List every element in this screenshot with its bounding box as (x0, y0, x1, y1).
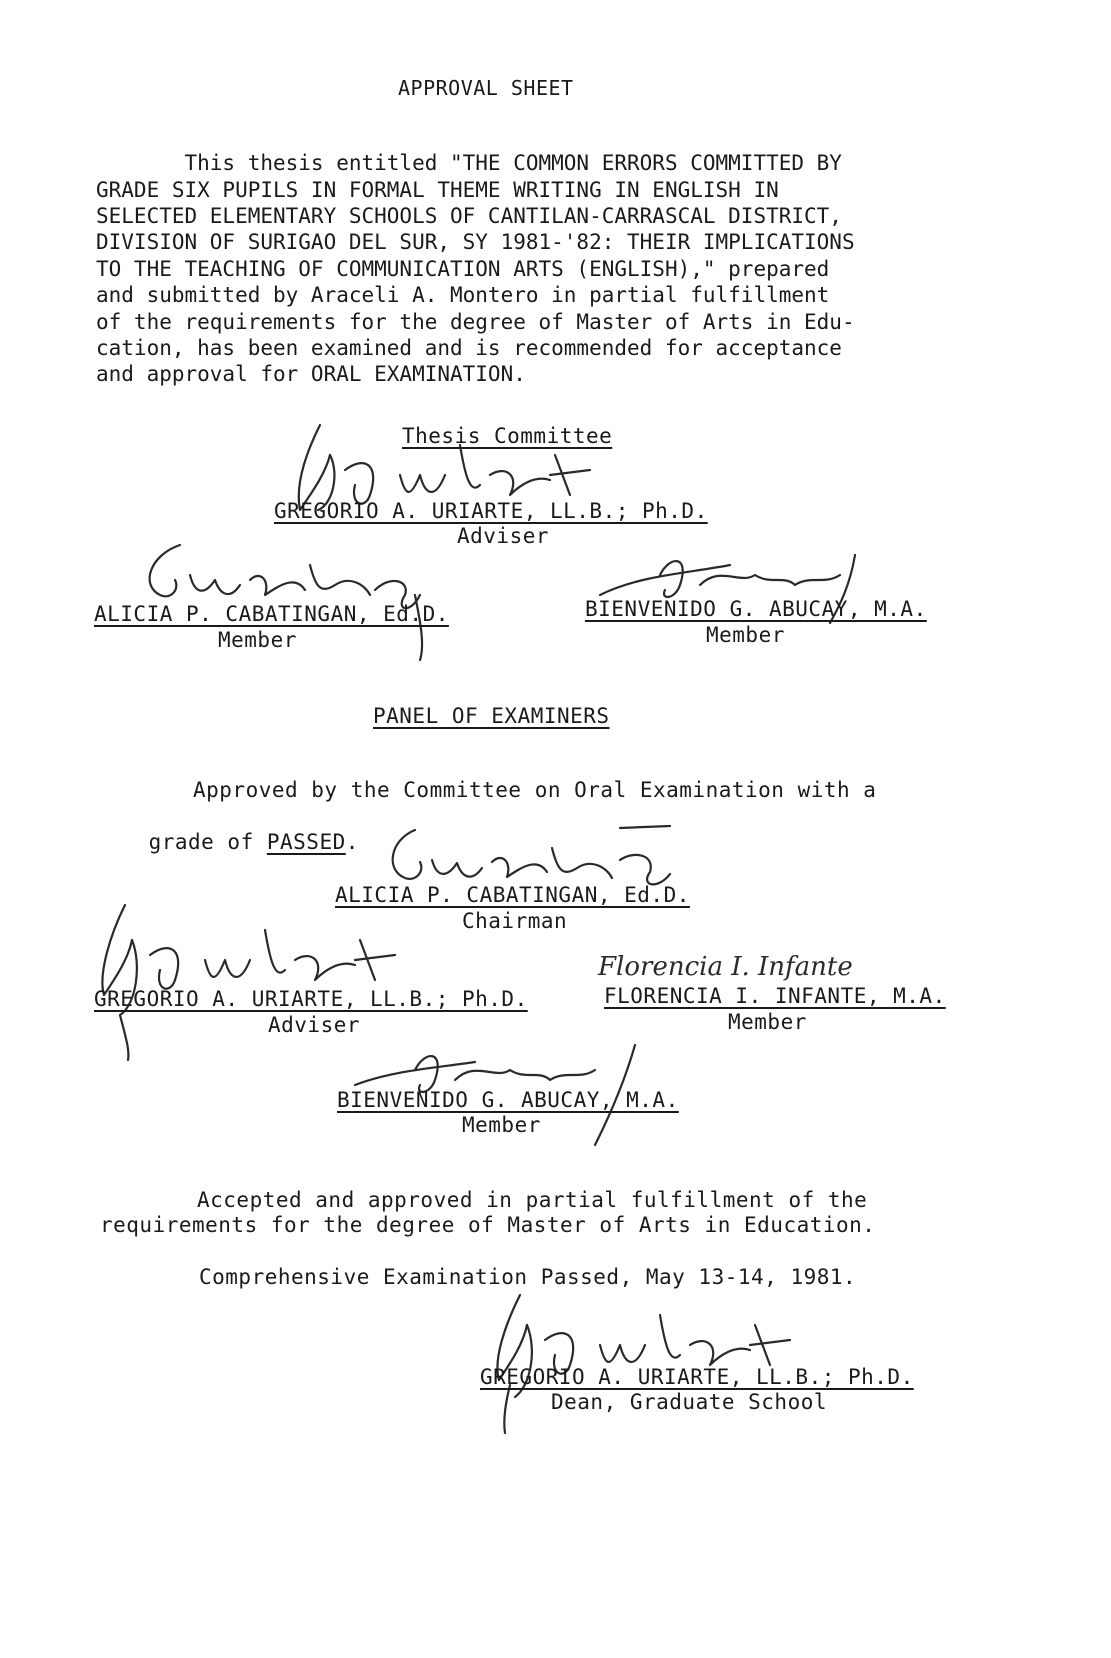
page-title: APPROVAL SHEET (398, 76, 574, 100)
committee-member2-role: Member (706, 623, 785, 647)
panel-member1-name: FLORENCIA I. INFANTE, M.A. (604, 984, 946, 1008)
grade-suffix: . (345, 830, 359, 854)
panel-grade-line (96, 806, 359, 878)
panel-approval-line: Approved by the Committee on Oral Examination with a (193, 778, 877, 802)
thesis-committee-heading: Thesis Committee (402, 424, 613, 448)
comprehensive-exam-line: Comprehensive Examination Passed, May 13-14, 1981. (199, 1265, 857, 1289)
infante-signature: Florencia I. Infante (598, 952, 853, 982)
paragraph-line: This thesis entitled "THE COMMON ERRORS COMMITTED BY (96, 151, 842, 175)
panel-member2-role: Member (462, 1113, 541, 1137)
panel-adviser-name: GREGORIO A. URIARTE, LL.B.; Ph.D. (94, 987, 528, 1011)
committee-member2-name: BIENVENIDO G. ABUCAY, M.A. (585, 597, 927, 621)
paragraph-line: GRADE SIX PUPILS IN FORMAL THEME WRITING IN ENGLISH IN (96, 178, 779, 202)
committee-adviser-role: Adviser (457, 524, 550, 548)
grade-prefix: grade of (148, 830, 267, 854)
panel-member2-name: BIENVENIDO G. ABUCAY, M.A. (337, 1088, 679, 1112)
dean-role: Dean, Graduate School (551, 1390, 828, 1414)
panel-adviser-role: Adviser (268, 1013, 361, 1037)
paragraph-line: and submitted by Araceli A. Montero in partial fulfillment (96, 283, 830, 307)
paragraph-line: cation, has been examined and is recommended for acceptance (96, 336, 842, 360)
panel-chairman-role: Chairman (462, 909, 568, 933)
paragraph-line: DIVISION OF SURIGAO DEL SUR, SY 1981-'82: THEIR IMPLICATIONS (96, 230, 855, 254)
panel-chairman-name: ALICIA P. CABATINGAN, Ed.D. (335, 883, 690, 907)
panel-heading: PANEL OF EXAMINERS (373, 704, 610, 728)
committee-member1-role: Member (218, 628, 297, 652)
acceptance-line: requirements for the degree of Master of Arts in Education. (100, 1213, 876, 1237)
paragraph-line: of the requirements for the degree of Master of Arts in Edu- (96, 310, 855, 334)
acceptance-line: Accepted and approved in partial fulfillment of the (197, 1188, 868, 1212)
panel-member1-role: Member (728, 1010, 807, 1034)
committee-member1-name: ALICIA P. CABATINGAN, Ed.D. (94, 602, 449, 626)
committee-adviser-name: GREGORIO A. URIARTE, LL.B.; Ph.D. (274, 499, 708, 523)
grade-value: PASSED (266, 830, 346, 854)
dean-name: GREGORIO A. URIARTE, LL.B.; Ph.D. (480, 1365, 914, 1389)
paragraph-line: SELECTED ELEMENTARY SCHOOLS OF CANTILAN-CARRASCAL DISTRICT, (96, 204, 842, 228)
paragraph-line: and approval for ORAL EXAMINATION. (96, 362, 526, 386)
paragraph-line: TO THE TEACHING OF COMMUNICATION ARTS (ENGLISH)," prepared (96, 257, 830, 281)
